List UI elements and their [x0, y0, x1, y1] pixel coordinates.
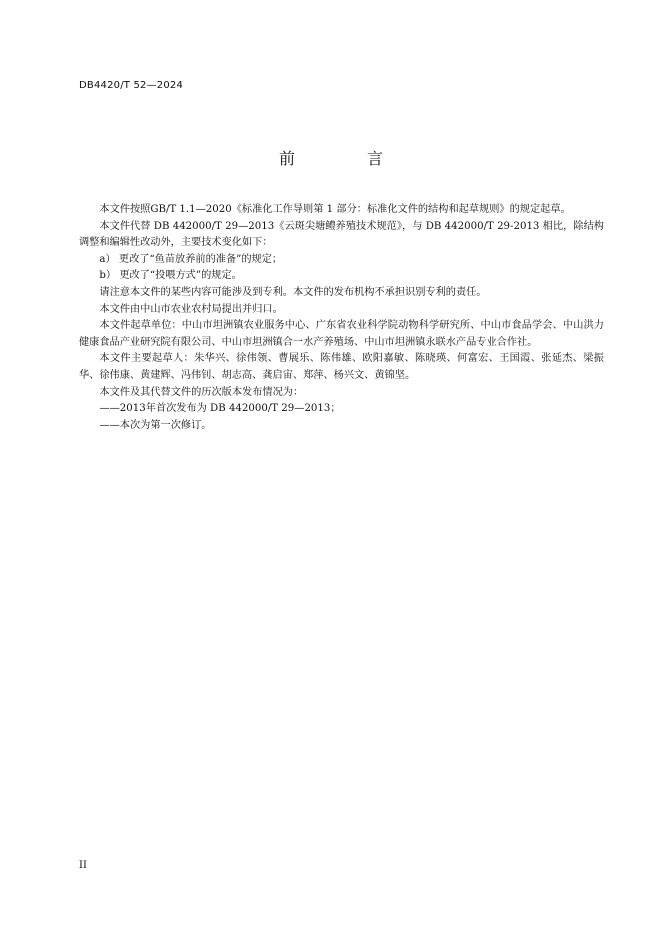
foreword-body	[79, 202, 604, 434]
paragraph-drafting-rules: 本文件按照GB/T 1.1—2020《标准化工作导则第 1 部分：标准化文件的结构和起草规则》的规定起草。	[99, 204, 571, 215]
paragraph-drafting-units: 本文件起草单位：中山市坦洲镇农业服务中心、广东省农业科学院动物科学研究所、中山市食品学会、中山洪力健康食品产业研究院有限公司、中山市坦洲镇合一水产养殖场、中山市坦洲镇永联水产品专业合作社。	[79, 320, 604, 348]
page-number: II	[79, 860, 87, 871]
paragraph-replacement: 本文件代替 DB 442000/T 29—2013《云斑尖塘鳢养殖技术规范》，与 DB 442000/T 29-2013 相比，除结构调整和编辑性改动外，主要技术变化如下：	[79, 220, 604, 249]
page-title	[0, 146, 662, 169]
paragraph-proposer: 本文件由中山市农业农村局提出并归口。	[99, 303, 283, 315]
title-text: 前 言	[278, 149, 411, 168]
history-item-first: ——2013年首次发布为 DB 442000/T 29—2013；	[99, 403, 341, 415]
history-item-current: ——本次为第一次修订。	[99, 419, 212, 431]
document-code: DB4420/T 52—2024	[79, 80, 184, 91]
list-item-b: b） 更改了“投喂方式”的规定。	[99, 270, 242, 282]
paragraph-history: 本文件及其代替文件的历次版本发布情况为：	[99, 386, 304, 398]
paragraph-drafters: 本文件主要起草人：朱华兴、徐伟领、曹展乐、陈伟雄、欧阳嘉敏、陈晓瑛、何富宏、王国霞、张延杰、梁振华、徐伟康、黄建辉、冯伟钊、胡志高、龚启宙、郑萍、杨兴文、黄锦坚。	[79, 353, 604, 381]
paragraph-patent: 请注意本文件的某些内容可能涉及到专利。本文件的发布机构不承担识别专利的责任。	[99, 286, 487, 298]
list-item-a: a） 更改了“鱼苗放养前的准备”的规定；	[99, 253, 283, 265]
